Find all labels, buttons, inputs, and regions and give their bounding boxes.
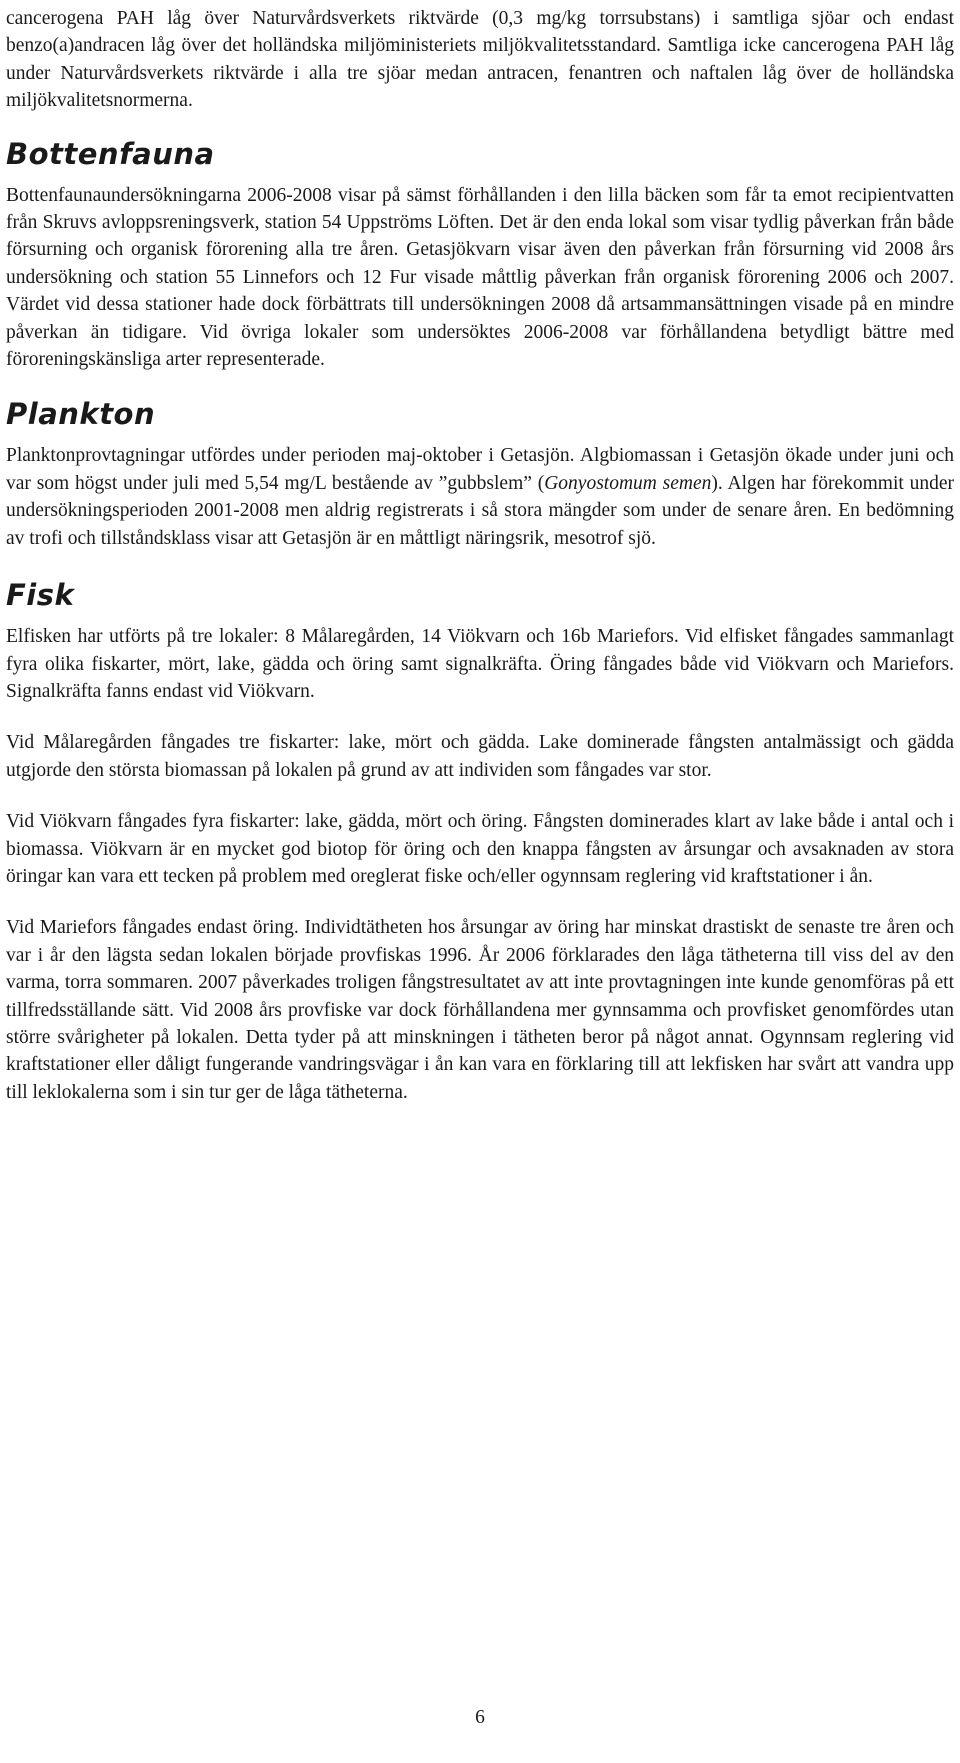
heading-fisk: Fisk bbox=[6, 578, 75, 613]
fisk-paragraph-2: Vid Målaregården fångades tre fiskarter: lake, mört och gädda. Lake dominerade fångsten antalmässigt och gädda utgjorde den största biomassan på lokalen på grund av att individen som fångades var stor. bbox=[6, 732, 954, 781]
document-page bbox=[6, 0, 954, 1106]
fisk-paragraph-3: Vid Viökvarn fångades fyra fiskarter: lake, gädda, mört och öring. Fångsten dominerades klart av lake både i antal och i biomassa. Viökvarn är en mycket god biotop för öring och den knappa fångsten av årsungar och avsaknaden av stora öringar kan vara ett tecken på problem med oreglerat fiske och/eller ogynnsam reglering vid kraftstationer i ån. bbox=[6, 811, 954, 887]
heading-bottenfauna: Bottenfauna bbox=[6, 136, 215, 171]
heading-plankton: Plankton bbox=[6, 397, 156, 432]
intro-paragraph: cancerogena PAH låg över Naturvårdsverkets riktvärde (0,3 mg/kg torrsubstans) i samtliga sjöar och endast benzo(a)andracen låg över det holländska miljöministeriets miljökvalitetsstandard. Samtliga icke cancerogena PAH låg under Naturvårdsverkets riktvärde i alla tre sjöar medan antracen, fenantren och naftalen låg över de holländska miljökvalitetsnormerna. bbox=[6, 8, 954, 112]
fisk-paragraph-1: Elfisken har utförts på tre lokaler: 8 Målaregården, 14 Viökvarn och 16b Mariefors. Vid elfisket fångades sammanlagt fyra olika fiskarter, mört, lake, gädda och öring samt signalkräfta. Öring fångades både vid Viökvarn och Mariefors. Signalkräfta fanns endast vid Viökvarn. bbox=[6, 626, 954, 702]
bottenfauna-paragraph: Bottenfaunaundersökningarna 2006-2008 visar på sämst förhållanden i den lilla bäcken som får ta emot recipientvatten från Skruvs avloppsreningsverk, station 54 Uppströms Löften. Det är den enda lokal som visar tydlig påverkan från både försurning och organisk förorening alla tre åren. Getasjökvarn visar även den påverkan från försurning vid 2008 års undersökning och station 55 Linnefors och 12 Fur visade måttlig påverkan från organisk förorening 2006 och 2007. Värdet vid dessa stationer hade dock förbättrats till undersökningen 2008 då artsammansättningen visade på en mindre påverkan än tidigare. Vid övriga lokaler som undersöktes 2006-2008 var förhållandena betydligt bättre med föroreningskänsliga arter representerade. bbox=[6, 184, 954, 371]
plankton-paragraph bbox=[6, 442, 954, 552]
fisk-paragraph-4: Vid Mariefors fångades endast öring. Individtätheten hos årsungar av öring har minskat drastiskt de senaste tre åren och var i år den lägsta sedan lokalen började provfiskas 1996. År 2006 förklarades den låga tätheterna till viss del av den varma, torra sommaren. 2007 påverkades troligen fångstresultatet av att inte provtagningen inte kunde genomföras på ett tillfredsställande sätt. Vid 2008 års provfiske var dock förhållandena mer gynnsamma och provfisket genomfördes utan större svårigheter på lokalen. Detta tyder på att minskningen i tätheten beror på något annat. Ogynnsam reglering vid kraftstationer eller dåligt fungerande vandringsvägar i ån kan vara en förklaring till att lekfisken har svårt att vandra upp till leklokalerna som i sin tur ger de låga tätheterna. bbox=[6, 917, 954, 1103]
page-number: 6 bbox=[475, 1707, 485, 1728]
plankton-text-after: ). Algen har förekommit under undersökningsperioden 2001-2008 men aldrig registrerats i så stora mängder som under de senare åren. En bedömning av trofi och tillståndsklass visar att Getasjön är en måttligt näringsrik, mesotrof sjö. bbox=[6, 472, 955, 549]
plankton-text-before: Planktonprovtagningar utfördes under perioden maj-oktober i Getasjön. Algbiomassan i Getasjön ökade under juni och var som högst under juli med 5,54 mg/L bestående av ”gubbslem” ( bbox=[6, 445, 954, 494]
species-name: Gonyostomum semen bbox=[544, 472, 712, 494]
